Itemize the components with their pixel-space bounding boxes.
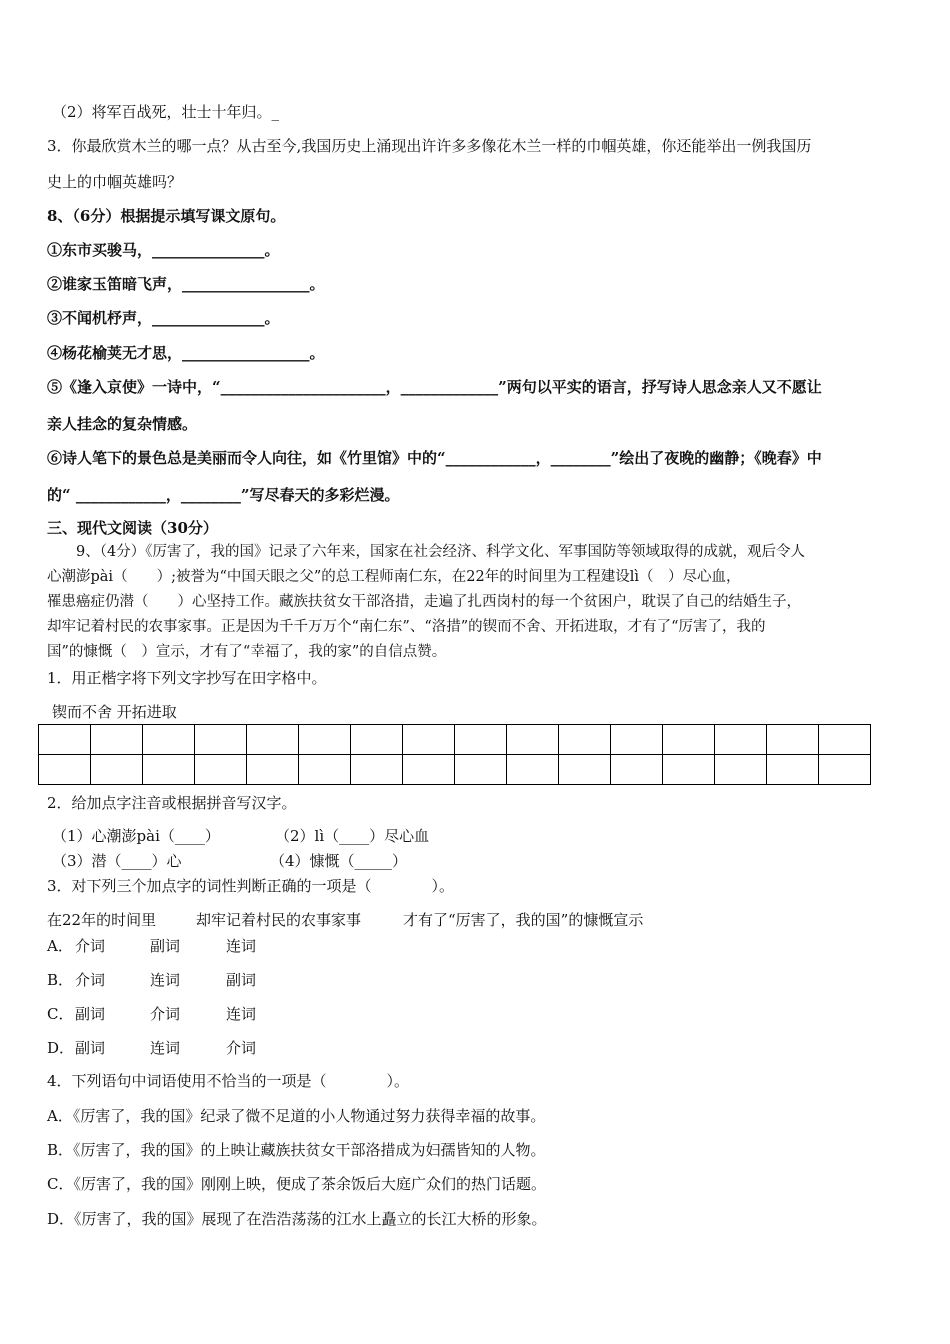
q8-item-3: ③不闻机杼声，_______________。 [47,309,280,327]
grid-cell[interactable] [351,755,403,785]
grid-cell[interactable] [559,755,611,785]
q9-line-5: 国”的慷慨（ ）宣示，才有了“幸福了，我的家”的自信点赞。 [47,644,447,660]
grid-cell[interactable] [767,725,819,755]
option-letter: A． [47,937,73,955]
grid-cell[interactable] [663,725,715,755]
option-word-2: 连词 [150,1039,181,1057]
option-word-1: 副词 [75,1005,106,1023]
q8-title: 8、（6分）根据提示填写课文原句。 [47,207,286,225]
grid-cell[interactable] [143,725,195,755]
grid-cell[interactable] [403,725,455,755]
option-word-2: 介词 [150,1005,181,1023]
option-word-1: 副词 [75,1039,106,1057]
option-word-3: 介词 [226,1039,257,1057]
grid-cell[interactable] [559,725,611,755]
grid-cell[interactable] [39,755,91,785]
grid-cell[interactable] [611,725,663,755]
grid-cell[interactable] [507,755,559,785]
sub4-option-d[interactable]: D．《厉害了，我的国》展现了在浩浩荡荡的江水上矗立的长江大桥的形象。 [47,1210,547,1228]
sub4-option-b[interactable]: B．《厉害了，我的国》的上映让藏族扶贫女干部洛措成为妇孺皆知的人物。 [47,1141,546,1159]
grid-cell[interactable] [455,725,507,755]
grid-cell[interactable] [39,725,91,755]
grid-cell[interactable] [715,755,767,785]
sub3-option-c[interactable] [47,1004,257,1024]
q9-paragraph [47,540,907,665]
grid-cell[interactable] [455,755,507,785]
sub3-option-b[interactable] [47,970,257,990]
grid-cell[interactable] [819,755,871,785]
q9-sub4: 4．下列语句中词语使用不恰当的一项是（ ）。 [47,1072,410,1090]
q9-line-4: 却牢记着村民的农事家事。正是因为千千万万个“南仁东”、“洛措”的锲而不舍、开拓进取，才有了“厉害了，我的 [47,619,766,635]
q9-sub1: 1．用正楷字将下列文字抄写在田字格中。 [47,669,327,687]
q9-sub2: 2．给加点字注音或根据拼音写汉字。 [47,794,297,812]
grid-row [39,725,871,755]
option-letter: D． [47,1039,75,1057]
grid-cell[interactable] [611,755,663,785]
grid-cell[interactable] [247,755,299,785]
sub4-option-c[interactable]: C．《厉害了，我的国》刚刚上映，便成了茶余饭后大庭广众们的热门话题。 [47,1175,546,1193]
grid-cell[interactable] [403,755,455,785]
sub3-option-a[interactable] [47,936,257,956]
q9-line-1: 9、（4分）《厉害了，我的国》记录了六年来，国家在社会经济、科学文化、军事国防等领域取得的成就，观后令人 [47,544,805,560]
sub3-option-d[interactable] [47,1038,257,1058]
q8-item-5-cont: 亲人挂念的复杂情感。 [47,415,198,433]
q3-line-2: 史上的巾帼英雄吗？ [47,173,183,191]
grid-cell[interactable] [819,725,871,755]
q9-line-2: 心潮澎pài（ ）;被誉为“中国天眼之父”的总工程师南仁东，在22年的时间里为工程建设lì（ ）尽心血， [47,569,741,585]
grid-cell[interactable] [299,725,351,755]
option-word-3: 副词 [226,971,257,989]
grid-cell[interactable] [351,725,403,755]
copy-text: 锲而不舍 开拓进取 [52,703,177,721]
grid-cell[interactable] [299,755,351,785]
writing-grid [38,724,871,785]
grid-cell[interactable] [715,725,767,755]
sub4-option-a[interactable]: A．《厉害了，我的国》纪录了微不足道的小人物通过努力获得幸福的故事。 [47,1107,546,1125]
sub2-item-3: （3）潜（____）心 [52,852,182,870]
grid-cell[interactable] [91,725,143,755]
option-word-1: 介词 [75,971,106,989]
option-letter: C． [47,1005,74,1023]
q8-item-6: ⑥诗人笔下的景色总是美丽而令人向往，如《竹里馆》中的“____________，________”绘出了夜晚的幽静；《晚春》中 [47,449,822,467]
sub3-phrase-2: 却牢记着村民的农事家事 [196,911,362,929]
grid-cell[interactable] [195,755,247,785]
sub3-phrase-3: 才有了“厉害了，我的国”的慷慨宣示 [403,911,644,929]
option-word-2: 连词 [150,971,181,989]
q8-item-1: ①东市买骏马，_______________。 [47,241,280,259]
q9-line-3: 罹患癌症仍潜（ ）心坚持工作。藏族扶贫女干部洛措，走遍了扎西岗村的每一个贫困户，耽误了自己的结婚生子， [47,594,801,610]
grid-cell[interactable] [91,755,143,785]
option-word-3: 连词 [226,1005,257,1023]
poem-q2-line: （2）将军百战死，壮士十年归。_ [52,103,280,121]
q8-item-5: ⑤《逢入京使》一诗中，“______________________，_____________”两句以平实的语言，抒写诗人思念亲人又不愿让 [47,378,822,396]
grid-cell[interactable] [143,755,195,785]
option-word-3: 连词 [226,937,257,955]
section-3-title: 三、现代文阅读（30分） [47,519,218,537]
q8-item-2: ②谁家玉笛暗飞声，_________________。 [47,275,325,293]
grid-cell[interactable] [663,755,715,785]
q3-line-1: 3．你最欣赏木兰的哪一点？从古至今,我国历史上涌现出许许多多像花木兰一样的巾帼英雄，你还能举出一例我国历 [47,137,812,155]
grid-cell[interactable] [507,725,559,755]
grid-cell[interactable] [767,755,819,785]
option-word-2: 副词 [150,937,181,955]
grid-row [39,755,871,785]
grid-cell[interactable] [195,725,247,755]
sub2-item-1: （1）心潮澎pài（____） [52,827,220,845]
option-word-1: 介词 [75,937,106,955]
sub3-phrase-1: 在22年的时间里 [47,911,157,929]
option-letter: B． [47,971,74,989]
q9-sub3: 3．对下列三个加点字的词性判断正确的一项是（ ）。 [47,877,455,895]
grid-cell[interactable] [247,725,299,755]
sub2-item-4: （4）慷慨（_____） [270,852,408,870]
q8-item-6-cont: 的“ ____________，________”写尽春天的多彩烂漫。 [47,486,400,504]
q8-item-4: ④杨花榆荚无才思，_________________。 [47,344,325,362]
sub2-item-2: （2）lì（____）尽心血 [275,827,430,845]
